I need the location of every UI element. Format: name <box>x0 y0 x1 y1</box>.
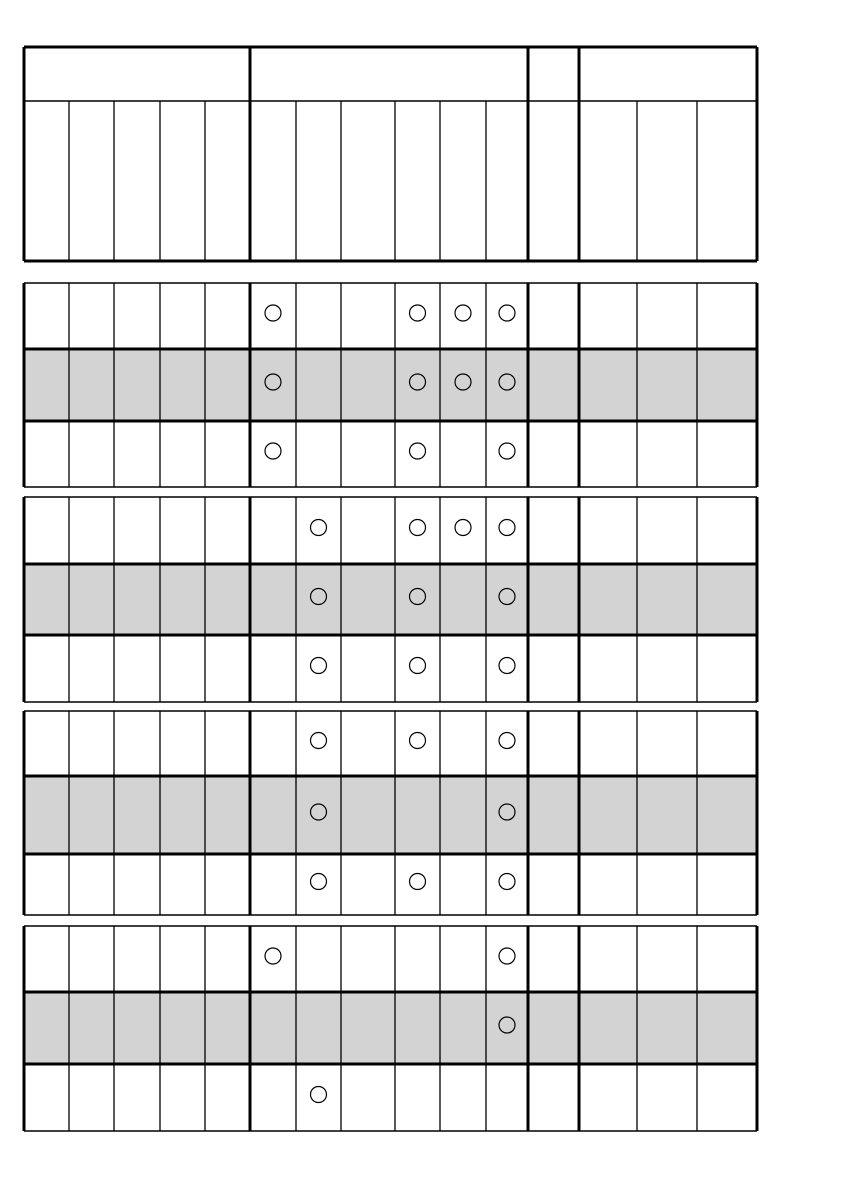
circle-mark <box>311 520 327 536</box>
circle-mark <box>410 520 426 536</box>
circle-mark <box>410 658 426 674</box>
header-area <box>24 47 757 261</box>
circle-mark <box>311 658 327 674</box>
shaded-row <box>24 349 757 421</box>
circle-mark <box>265 948 281 964</box>
circle-mark <box>455 305 471 321</box>
circle-mark <box>311 874 327 890</box>
circle-mark <box>499 305 515 321</box>
circle-mark <box>499 733 515 749</box>
circle-mark <box>410 443 426 459</box>
shaded-row <box>24 992 757 1064</box>
circle-mark <box>499 658 515 674</box>
circle-mark <box>410 874 426 890</box>
circle-mark <box>499 520 515 536</box>
shaded-row <box>24 564 757 635</box>
circle-mark <box>499 443 515 459</box>
circle-mark <box>311 1087 327 1103</box>
shaded-row <box>24 776 757 854</box>
circle-mark <box>455 520 471 536</box>
circle-mark <box>410 305 426 321</box>
circle-mark <box>311 733 327 749</box>
circle-mark <box>265 305 281 321</box>
circle-mark <box>265 443 281 459</box>
circle-mark <box>499 948 515 964</box>
circle-mark <box>499 874 515 890</box>
circle-mark <box>410 733 426 749</box>
